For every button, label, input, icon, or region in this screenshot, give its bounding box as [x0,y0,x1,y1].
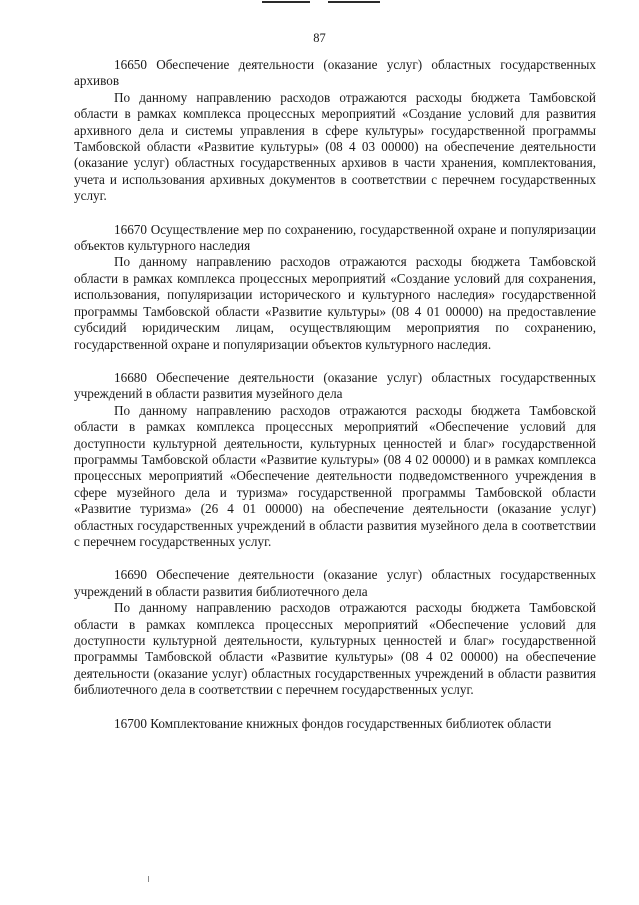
section-16700 [74,716,596,732]
section-heading: 16650 Обеспечение деятельности (оказание услуг) областных государственных архивов [74,57,596,89]
scan-edge-marks [262,0,380,4]
section-heading: 16690 Обеспечение деятельности (оказание услуг) областных государственных учреждений в области развития библиотечного дела [74,567,596,599]
section-16670 [74,222,596,353]
section-body: По данному направлению расходов отражаются расходы бюджета Тамбовской области в рамках комплекса процессных мероприятий «Обеспечение условий для доступности культурной деятельности, культурных ценностей и благ» государственной программы Тамбовской области «Развитие культуры» (08 4 02 00000) на обеспечение деятельности (оказание услуг) областных государственных учреждений в области развития библиотечного дела в соответствии с перечнем государственных услуг. [74,600,596,698]
section-16650 [74,57,596,205]
section-heading: 16700 Комплектование книжных фондов государственных библиотек области [114,715,552,731]
section-body: По данному направлению расходов отражаются расходы бюджета Тамбовской области в рамках комплекса процессных мероприятий «Обеспечение условий для доступности культурной деятельности, культурных ценностей и благ» государственной программы Тамбовской области «Развитие культуры» (08 4 02 00000) и в рамках комплекса процессных мероприятий «Обеспечение деятельности подведомственного учреждения в сфере музейного дела и туризма» государственной программы Тамбовской области «Развитие туризма» (26 4 01 00000) на обеспечение деятельности (оказание услуг) областных государственных учреждений в области развития музейного дела в соответствии с перечнем государственных услуг. [74,402,596,549]
document-body [74,57,596,749]
scan-artifact-mark [148,876,149,882]
section-body: По данному направлению расходов отражаются расходы бюджета Тамбовской области в рамках комплекса процессных мероприятий «Создание условий для сохранения, использования, популяризации исторического и культурного наследия» государственной программы Тамбовской области «Развитие культуры» (08 4 01 00000) на предоставление субсидий юридическим лицам, осуществляющим мероприятия по сохранению, государственной охране и популяризации объектов культурного наследия. [74,254,596,352]
page-number: 87 [313,31,326,45]
section-body: По данному направлению расходов отражаются расходы бюджета Тамбовской области в рамках комплекса процессных мероприятий «Создание условий для развития архивного дела и системы управления в сфере культуры» государственной программы Тамбовской области «Развитие культуры» (08 4 03 00000) на обеспечение деятельности (оказание услуг) областных государственных архивов в части хранения, комплектования, учета и использования архивных документов в соответствии с перечнем государственных услуг. [74,89,596,204]
section-heading: 16680 Обеспечение деятельности (оказание услуг) областных государственных учреждений в области развития музейного дела [74,369,596,402]
section-heading: 16670 Осуществление мер по сохранению, государственной охране и популяризации объектов культурного наследия [74,221,596,254]
section-16690 [74,567,596,698]
section-16680 [74,370,596,550]
